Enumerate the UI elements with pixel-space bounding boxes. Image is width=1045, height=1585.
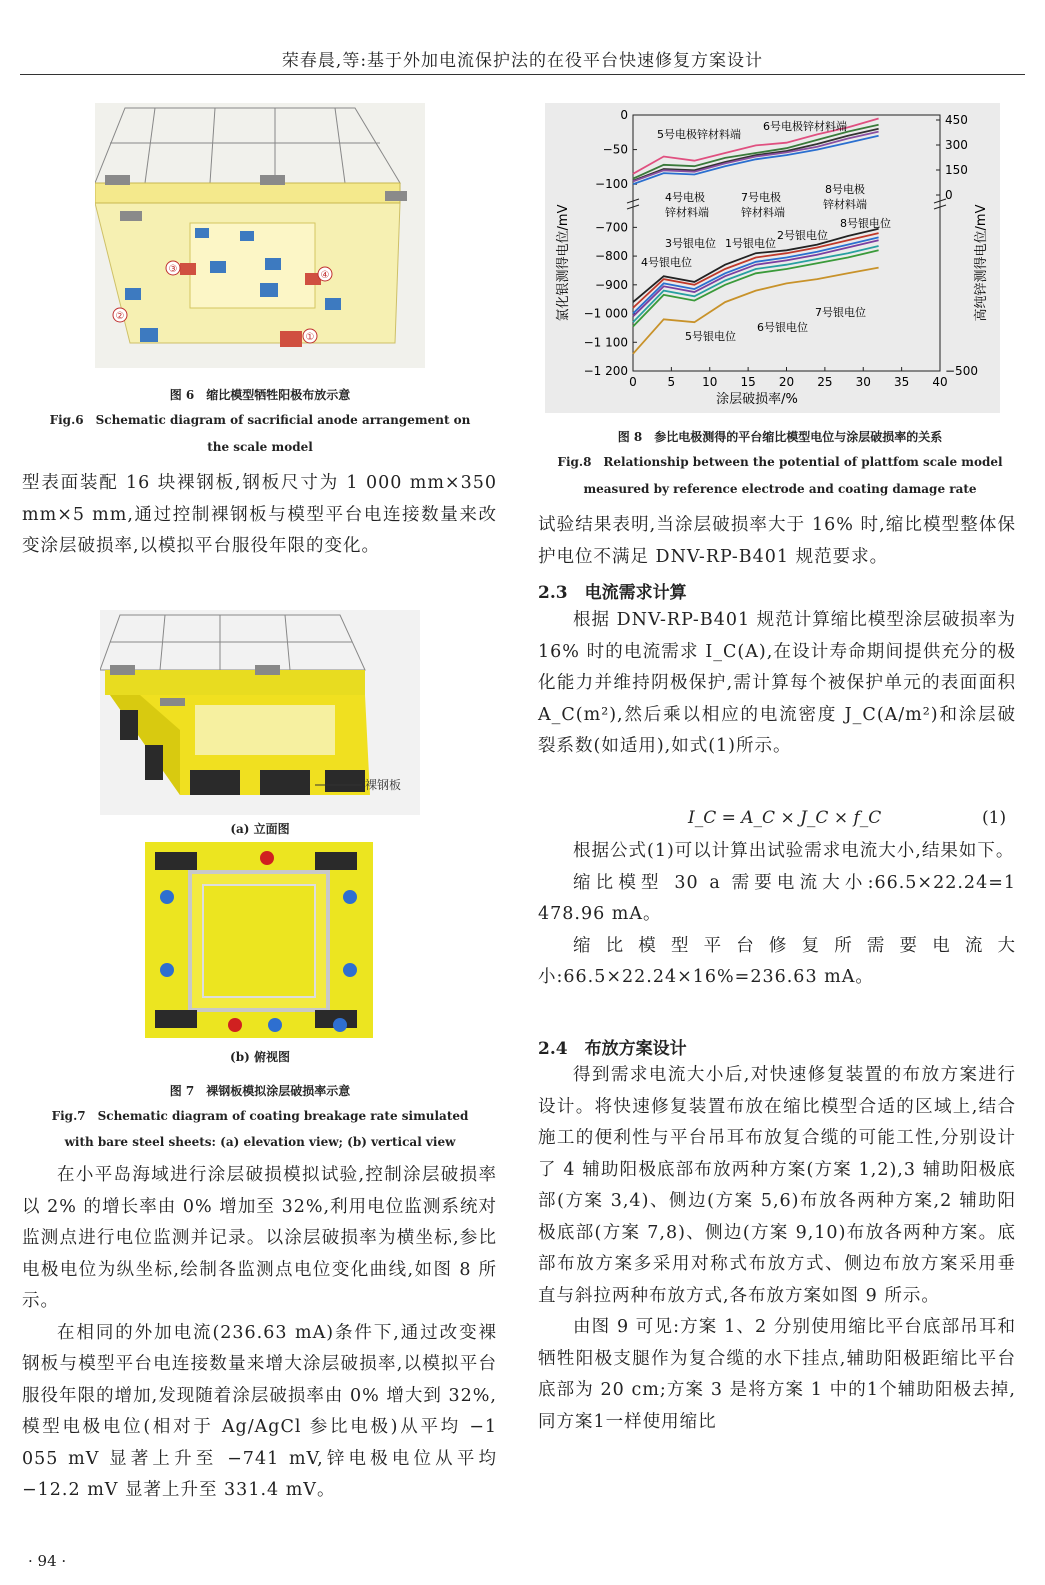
- x-tick-label: 5: [667, 375, 676, 389]
- right-paragraph-1: 试验结果表明,当涂层破损率大于 16% 时,缩比模型整体保护电位不满足 DNV-RP-B401 规范要求。: [538, 515, 1016, 567]
- label-silver-7: 7号银电位: [815, 306, 866, 319]
- right-paragraph-4: 缩比模型 30 a 需要电流大小:66.5×22.24=1 478.96 mA。: [538, 872, 1016, 924]
- right-paragraph-5: 缩比模型平台修复所需要电流大小:66.5×22.24×16%=236.63 mA。: [538, 935, 1016, 987]
- y-tick-label: −1 200: [583, 364, 628, 378]
- section-2-3-heading: 2.3 电流需求计算: [538, 583, 687, 603]
- right-paragraph-3: 根据公式(1)可以计算出试验需求电流大小,结果如下。: [573, 841, 1015, 861]
- fig7-caption-en-2: with bare steel sheets: (a) elevation view; (b) vertical view: [64, 1135, 456, 1149]
- y-axis-label: 氯化银测得电位/mV: [556, 204, 571, 322]
- figure-6-image: [95, 103, 425, 368]
- label-silver-6: 6号银电位: [757, 321, 808, 334]
- fig6-caption-cn: 图 6 缩比模型牺牲阳极布放示意: [169, 388, 351, 402]
- label-silver-1: 1号银电位: [725, 237, 776, 250]
- y-tick-label: −800: [595, 249, 628, 264]
- header-rule: [20, 74, 1025, 75]
- x-tick-label: 35: [893, 375, 910, 389]
- y2-tick-label: 300: [945, 138, 968, 152]
- equation-1-number: (1): [982, 808, 1007, 828]
- y2-tick-label: 150: [945, 163, 968, 177]
- fig6-label-3: ③: [168, 264, 178, 275]
- y-tick-label: −100: [595, 177, 628, 192]
- x-tick-label: 20: [778, 375, 795, 389]
- y-tick-label: 0: [620, 108, 628, 122]
- figure-8-chart: [545, 103, 1000, 413]
- x-tick-label: 25: [817, 375, 833, 389]
- label-silver-4: 4号银电位: [641, 256, 692, 269]
- x-tick-label: 10: [702, 375, 718, 389]
- label-silver-8: 8号银电位: [840, 217, 891, 230]
- y-tick-label: −50: [602, 142, 628, 157]
- x-axis-label: 涂层破损率/%: [716, 392, 798, 407]
- fig6-caption-en-2: the scale model: [207, 440, 313, 454]
- y-tick-label: −700: [595, 220, 628, 235]
- fig6-label-4: ④: [320, 270, 330, 281]
- section-2-4-heading: 2.4 布放方案设计: [538, 1039, 687, 1059]
- y-tick-label: −1 100: [583, 335, 628, 350]
- left-paragraph-1: 型表面装配 16 块裸钢板,钢板尺寸为 1 000 mm×350 mm×5 mm,通过控制裸钢板与模型平台电连接数量来改变涂层破损率,以模拟平台服役年限的变化。: [22, 473, 497, 556]
- fig8-caption-en-1: Fig.8 Relationship between the potential of plattfom scale model: [557, 455, 1003, 469]
- right-paragraph-2: 根据 DNV-RP-B401 规范计算缩比模型涂层破损率为 16% 时的电流需求 I_C(A),在设计寿命期间提供充分的极化能力并维持阴极保护,需计算每个被保护单元的表面面积 A_C(m²),然后乘以相应的电流密度 J_C(A/m²)和涂层破裂系数(如适用),如式(1)所示。: [538, 610, 1016, 756]
- label-zinc-8b: 锌材料端: [823, 198, 867, 211]
- fig8-caption-en-2: measured by reference electrode and coating damage rate: [583, 482, 977, 496]
- fig6-label-2: ②: [115, 311, 125, 322]
- left-body: [22, 1160, 497, 1507]
- label-zinc-4a: 4号电极: [665, 191, 705, 204]
- fig7b-subcaption: (b) 俯视图: [230, 1050, 290, 1064]
- fig7-caption-en-1: Fig.7 Schematic diagram of coating breakage rate simulated: [51, 1109, 469, 1123]
- label-zinc-4b: 锌材料端: [665, 206, 709, 219]
- figure-7b-image: [145, 842, 373, 1038]
- figure-7a-image: [100, 610, 420, 815]
- label-silver-2: 2号银电位: [777, 229, 828, 242]
- fig7-caption-cn: 图 7 裸钢板模拟涂层破损率示意: [169, 1084, 351, 1098]
- y2-tick-label: −500: [945, 364, 978, 378]
- running-header: [0, 0, 1045, 80]
- x-tick-label: 30: [855, 375, 871, 389]
- x-tick-label: 0: [629, 375, 637, 389]
- right-body-2: [538, 836, 1016, 994]
- label-zinc-7b: 锌材料端: [741, 206, 785, 219]
- label-silver-5: 5号银电位: [685, 330, 736, 343]
- left-paragraph-3: 在相同的外加电流(236.63 mA)条件下,通过改变裸钢板与模型平台电连接数量来增大涂层破损率,以模拟平台服役年限的增加,发现随着涂层破损率由 0% 增大到 32%,模型电极电位(相对于 Ag/AgCl 参比电极)从平均 −1 055 mV 显著上升至 −741 mV,锌电极电位从平均 −12.2 mV 显著上升至 331.4 mV。: [22, 1322, 497, 1500]
- x-tick-label: 15: [740, 375, 756, 389]
- right-body-3: [538, 1060, 1016, 1438]
- page-number: · 94 ·: [28, 1552, 67, 1570]
- y-tick-label: −900: [595, 277, 628, 292]
- y2-tick-label: 450: [945, 113, 968, 127]
- label-zinc-7a: 7号电极: [741, 191, 781, 204]
- right-paragraph-6: 得到需求电流大小后,对快速修复装置的布放方案进行设计。将快速修复装置布放在缩比模型合适的区域上,结合施工的便利性与平台吊耳布放复合缆的可能工性,分别设计了 4 辅助阳极底部布放两种方案(方案 1,2),3 辅助阳极底部(方案 3,4)、侧边(方案 5,6)布放各两种方案,2 辅助阳极底部(方案 7,8)、侧边(方案 9,10)布放各两种方案。底部布放方案多采用对称式布放方式、侧边布放方案采用垂直与斜拉两种布放方式,各布放方案如图 9 所示。: [538, 1065, 1016, 1306]
- y2-tick-label: 0: [945, 188, 953, 202]
- right-paragraph-7: 由图 9 可见:方案 1、2 分别使用缩比平台底部吊耳和牺牲阳极支腿作为复合缆的水下挂点,辅助阳极距缩比平台底部为 20 cm;方案 3 是将方案 1 中的1个辅助阳极去掉,同方案1一样使用缩比: [538, 1317, 1016, 1432]
- fig7a-subcaption: (a) 立面图: [230, 822, 290, 836]
- fig6-caption-en-1: Fig.6 Schematic diagram of sacrificial anode arrangement on: [49, 413, 471, 427]
- y-tick-label: −1 000: [583, 306, 628, 321]
- running-title: 荣春晨,等:基于外加电流保护法的在役平台快速修复方案设计: [281, 51, 764, 71]
- label-zinc-8a: 8号电极: [825, 183, 865, 196]
- fig6-label-1: ①: [305, 332, 315, 343]
- label-silver-3: 3号银电位: [665, 237, 716, 250]
- fig8-caption-cn: 图 8 参比电极测得的平台缩比模型电位与涂层破损率的关系: [617, 430, 943, 444]
- x-tick-label: 40: [932, 375, 948, 389]
- steel-plate-label: 裸钢板: [365, 778, 402, 792]
- equation-1: I_C = A_C × J_C × f_C: [688, 808, 882, 828]
- y2-axis-label: 高纯锌测得电位/mV: [974, 204, 989, 322]
- label-zinc-5: 5号电极锌材料端: [657, 128, 741, 141]
- left-paragraph-2: 在小平岛海域进行涂层破损模拟试验,控制涂层破损率以 2% 的增长率由 0% 增加至 32%,利用电位监测系统对监测点进行电位监测并记录。以涂层破损率为横坐标,参比电极电位为纵坐标,绘制各监测点电位变化曲线,如图 8 所示。: [22, 1165, 497, 1311]
- label-zinc-6: 6号电极锌材料端: [763, 120, 847, 133]
